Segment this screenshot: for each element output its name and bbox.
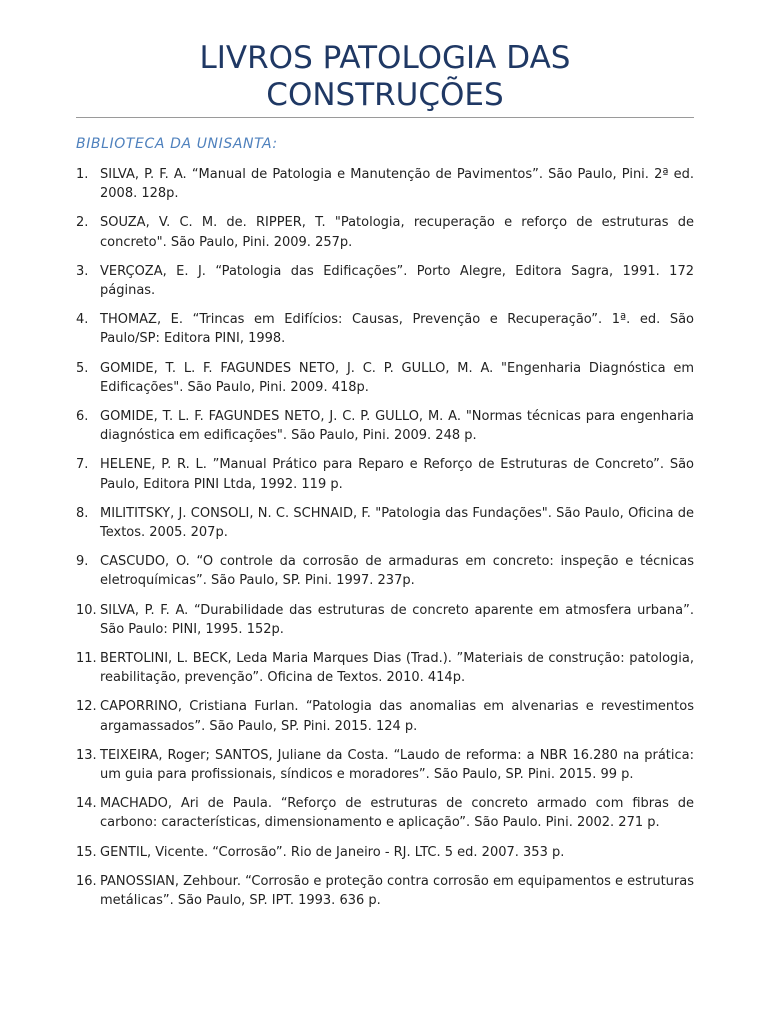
reference-number: 12. <box>76 699 97 715</box>
reference-number: 2. <box>76 215 89 231</box>
reference-text: VERÇOZA, E. J. “Patologia das Edificações”. Porto Alegre, Editora Sagra, 1991. 172 páginas. <box>100 263 694 299</box>
reference-item <box>76 504 694 542</box>
reference-number: 14. <box>76 796 97 812</box>
reference-list <box>76 165 694 920</box>
reference-number: 4. <box>76 312 89 328</box>
reference-number: 5. <box>76 360 89 376</box>
reference-item <box>76 262 694 300</box>
reference-item <box>76 310 694 348</box>
reference-item <box>76 794 694 832</box>
reference-item <box>76 649 694 687</box>
reference-item <box>76 843 694 862</box>
page-title-line-1: LIVROS PATOLOGIA DAS <box>199 40 571 76</box>
reference-number: 16. <box>76 873 97 889</box>
reference-text: HELENE, P. R. L. ”Manual Prático para Reparo e Reforço de Estruturas de Concreto”. São Paulo, Editora PINI Ltda, 1992. 119 p. <box>100 457 694 492</box>
reference-text: SILVA, P. F. A. “Durabilidade das estruturas de concreto aparente em atmosfera urbana”. São Paulo: PINI, 1995. 152p. <box>100 602 694 637</box>
reference-item <box>76 872 694 910</box>
reference-text: GENTIL, Vicente. “Corrosão”. Rio de Janeiro - RJ. LTC. 5 ed. 2007. 353 p. <box>100 844 565 860</box>
reference-text: THOMAZ, E. “Trincas em Edifícios: Causas, Prevenção e Recuperação”. 1ª. ed. São Paulo/SP: Editora PINI, 1998. <box>100 312 694 347</box>
reference-text: GOMIDE, T. L. F. FAGUNDES NETO, J. C. P. GULLO, M. A. "Normas técnicas para engenharia diagnóstica em edificações". São Paulo, Pini. 2009. 248 p. <box>100 409 694 444</box>
reference-number: 9. <box>76 554 89 570</box>
reference-text: CAPORRINO, Cristiana Furlan. “Patologia das anomalias em alvenarias e revestimentos argamassados”. São Paulo, SP. Pini. 2015. 124 p. <box>100 699 694 734</box>
reference-item <box>76 552 694 590</box>
reference-item <box>76 165 694 203</box>
reference-text: MACHADO, Ari de Paula. “Reforço de estruturas de concreto armado com fibras de carbono: características, dimensionamento e aplicação”. São Paulo. Pini. 2002. 271 p. <box>100 796 694 831</box>
reference-text: TEIXEIRA, Roger; SANTOS, Juliane da Costa. “Laudo de reforma: a NBR 16.280 na prática: um guia para profissionais, síndicos e moradores”. São Paulo, SP. Pini. 2015. 99 p. <box>100 747 694 783</box>
reference-number: 3. <box>76 263 89 279</box>
page-title-line-2: CONSTRUÇÕES <box>266 77 504 113</box>
reference-item <box>76 697 694 735</box>
reference-number: 15. <box>76 844 97 860</box>
reference-number: 1. <box>76 167 89 182</box>
reference-text: BERTOLINI, L. BECK, Leda Maria Marques Dias (Trad.). ”Materiais de construção: patologia, reabilitação, prevenção”. Oficina de Textos. 2010. 414p. <box>100 651 694 686</box>
reference-number: 7. <box>76 457 89 473</box>
reference-item <box>76 601 694 639</box>
reference-item <box>76 359 694 397</box>
reference-text: SOUZA, V. C. M. de. RIPPER, T. "Patologia, recuperação e reforço de estruturas de concreto". São Paulo, Pini. 2009. 257p. <box>100 215 694 250</box>
page-title <box>76 40 694 114</box>
reference-item <box>76 746 694 784</box>
reference-text: GOMIDE, T. L. F. FAGUNDES NETO, J. C. P. GULLO, M. A. "Engenharia Diagnóstica em Edificações". São Paulo, Pini. 2009. 418p. <box>100 360 694 395</box>
reference-number: 11. <box>76 651 97 667</box>
reference-item <box>76 455 694 493</box>
section-subtitle: BIBLIOTECA DA UNISANTA: <box>76 136 278 152</box>
reference-number: 10. <box>76 602 97 618</box>
reference-text: CASCUDO, O. “O controle da corrosão de armaduras em concreto: inspeção e técnicas eletroquímicas”. São Paulo, SP. Pini. 1997. 237p. <box>100 554 694 589</box>
reference-item <box>76 213 694 251</box>
reference-text: SILVA, P. F. A. “Manual de Patologia e Manutenção de Pavimentos”. São Paulo, Pini. 2ª ed. 2008. 128p. <box>100 167 694 202</box>
reference-number: 13. <box>76 747 97 763</box>
reference-number: 6. <box>76 409 89 425</box>
reference-text: PANOSSIAN, Zehbour. “Corrosão e proteção contra corrosão em equipamentos e estruturas metálicas”. São Paulo, SP. IPT. 1993. 636 p. <box>100 873 694 909</box>
reference-number: 8. <box>76 505 89 521</box>
reference-item <box>76 407 694 445</box>
title-divider <box>76 117 694 118</box>
reference-text: MILITITSKY, J. CONSOLI, N. C. SCHNAID, F. "Patologia das Fundações". São Paulo, Oficina de Textos. 2005. 207p. <box>100 505 694 541</box>
